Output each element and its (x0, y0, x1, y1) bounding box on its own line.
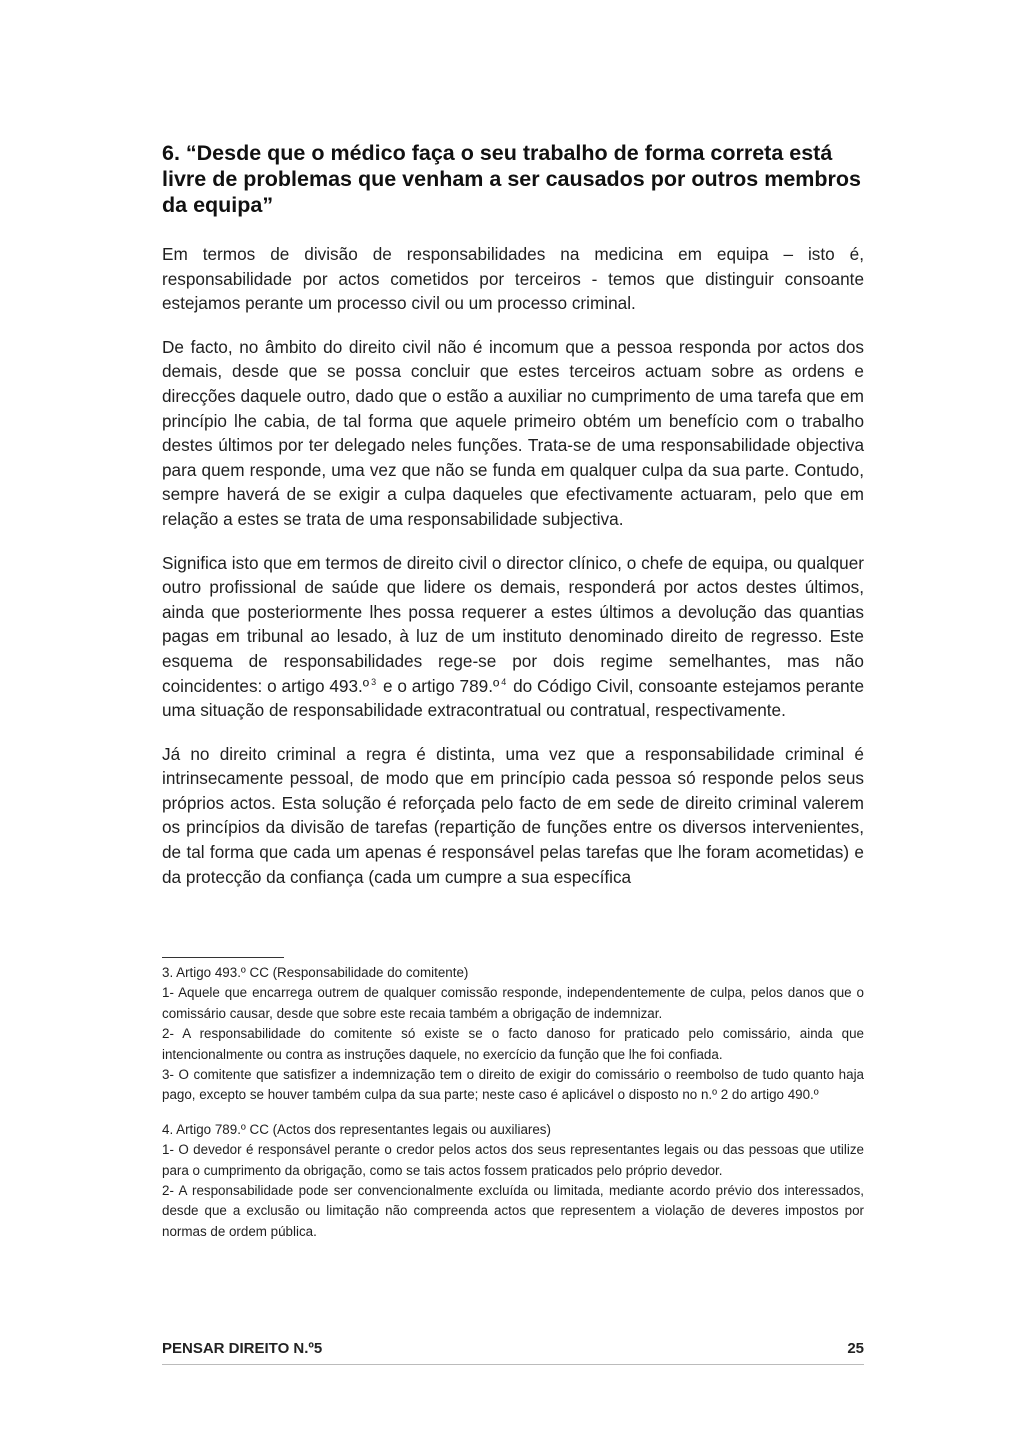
paragraph-3 (162, 551, 864, 723)
paragraph-3-text-b: e o artigo 789.º (382, 675, 500, 696)
publication-name: PENSAR DIREITO N.º5 (162, 1340, 323, 1357)
paragraph-3-text-c: do Código Civil, consoante estejamos perante uma situação de responsabilidade extracontratual ou contratual, respectivamente. (162, 675, 865, 721)
paragraph-4: Já no direito criminal a regra é distinta, uma vez que a responsabilidade criminal é intrinsecamente pessoal, de modo que em princípio cada pessoa só responde pelos seus próprios actos. Esta solução é reforçada pelo facto de em sede de direito criminal valerem os princípios da divisão de tarefas (repartição de funções entre os diversos intervenientes, de tal forma que cada um apenas é responsável pelas tarefas que lhe foram acometidas) e da protecção da confiança (cada um cumpre a sua específica (162, 743, 864, 887)
footnote-3-item-1: 1- Aquele que encarrega outrem de qualquer comissão responde, independentemente de culpa, pelos danos que o comissário causar, desde que sobre este recaia também a obrigação de indemnizar. (162, 985, 864, 1021)
footnote-divider (162, 957, 284, 958)
footnote-ref-3[interactable]: 3 (371, 676, 377, 687)
section-heading: 6. “Desde que o médico faça o seu trabalho de forma correta está livre de problemas que venham a ser causados por outros membros da equipa” (162, 141, 861, 217)
page-number: 25 (847, 1340, 864, 1357)
footnote-3 (162, 963, 864, 1106)
footnote-4 (162, 1120, 864, 1242)
footnotes (162, 963, 864, 1256)
footnote-3-title: 3. Artigo 493.º CC (Responsabilidade do comitente) (162, 965, 469, 980)
page-footer (162, 1340, 864, 1357)
footnote-3-item-3: 3- O comitente que satisfizer a indemnização tem o direito de exigir do comissário o reembolso de tudo quanto haja pago, excepto se houver também culpa da sua parte; neste caso é aplicável o disposto no n.º 2 do artigo 490.º (162, 1067, 864, 1103)
body-text (162, 242, 864, 889)
footnote-3-item-2: 2- A responsabilidade do comitente só existe se o facto danoso for praticado pelo comissário, ainda que intencionalmente ou contra as instruções daquele, no exercício da função que lhe foi confiada. (162, 1026, 864, 1062)
footnote-4-title: 4. Artigo 789.º CC (Actos dos representantes legais ou auxiliares) (162, 1121, 551, 1137)
page-content (162, 140, 864, 908)
footnote-ref-4[interactable]: 4 (501, 676, 507, 687)
paragraph-1: Em termos de divisão de responsabilidades na medicina em equipa – isto é, responsabilidade por actos cometidos por terceiros - temos que distinguir consoante estejamos perante um processo civil ou um processo criminal. (162, 244, 864, 314)
paragraph-2: De facto, no âmbito do direito civil não é incomum que a pessoa responda por actos dos demais, desde que se possa concluir que estes terceiros actuam sobre as ordens e direcções daquele outro, dado que o estão a auxiliar no cumprimento de uma tarefa que em princípio lhe cabia, de tal forma que aquele primeiro obtém um benefício com o trabalho destes últimos por ter delegado neles funções. Trata-se de uma responsabilidade objectiva para quem responde, uma vez que não se funda em qualquer culpa da sua parte. Contudo, sempre haverá de se exigir a culpa daqueles que efectivamente actuaram, pelo que em relação a estes se trata de uma responsabilidade subjectiva. (162, 336, 864, 529)
paragraph-3-text-a: Significa isto que em termos de direito civil o director clínico, o chefe de equipa, ou qualquer outro profissional de saúde que lidere os demais, responderá por actos destes últimos, ainda que posteriormente lhes possa requerer a estes últimos a devolução das quantias pagas em tribunal ao lesado, à luz de um instituto denominado direito de regresso. Este esquema de responsabilidades rege-se por dois regime semelhantes, mas não coincidentes: o artigo 493.º (162, 552, 864, 696)
footnote-4-item-1: 1- O devedor é responsável perante o credor pelos actos dos seus representantes legais ou das pessoas que utilize para o cumprimento da obrigação, como se tais actos fossem praticados pelo próprio devedor. (162, 1142, 864, 1178)
footer-divider (162, 1364, 864, 1365)
footnote-4-item-2: 2- A responsabilidade pode ser convencionalmente excluída ou limitada, mediante acordo prévio dos interessados, desde que a exclusão ou limitação não compreenda actos que representem a violação de deveres impostos por normas de ordem pública. (162, 1183, 864, 1239)
